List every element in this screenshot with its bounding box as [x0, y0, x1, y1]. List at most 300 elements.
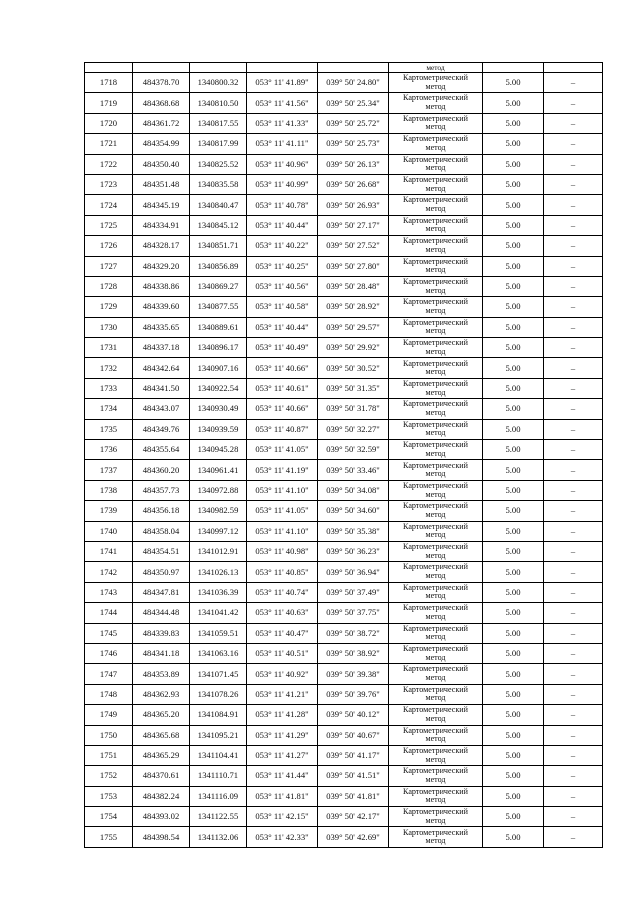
latitude-cell: 053° 11' 41.81"	[247, 786, 318, 806]
table-row	[85, 705, 603, 725]
method-line-1: Картометрический	[403, 521, 468, 531]
table-row	[85, 643, 603, 663]
accuracy-cell: 5.00	[483, 541, 544, 561]
accuracy-cell: 5.00	[483, 276, 544, 296]
method-line-1: Картометрический	[403, 256, 468, 266]
point-number-cell: 1751	[85, 745, 133, 765]
method-cell	[389, 338, 483, 358]
note-cell: –	[544, 195, 603, 215]
method-line-2: метод	[425, 142, 446, 152]
method-line-1: Картометрический	[403, 154, 468, 164]
table-row	[85, 725, 603, 745]
method-line-1: Картометрический	[403, 786, 468, 796]
method-line-2: метод	[425, 693, 446, 703]
method-line-2: метод	[425, 305, 446, 315]
note-cell: –	[544, 297, 603, 317]
method-line-1: Картометрический	[403, 480, 468, 490]
y-coordinate-cell: 1341122.55	[190, 807, 247, 827]
note-cell: –	[544, 236, 603, 256]
table-row-continued	[85, 63, 603, 73]
method-line-2: метод	[425, 509, 446, 519]
point-number-cell: 1742	[85, 562, 133, 582]
x-coordinate-cell: 484393.02	[133, 807, 190, 827]
longitude-cell: 039° 50' 36.23"	[318, 541, 389, 561]
method-line-2: метод	[425, 815, 446, 825]
y-coordinate-cell: 1341071.45	[190, 664, 247, 684]
note-cell: –	[544, 745, 603, 765]
method-line-1: Картометрический	[403, 277, 468, 286]
x-coordinate-cell: 484342.64	[133, 358, 190, 378]
point-number-cell: 1733	[85, 378, 133, 398]
note-cell: –	[544, 827, 603, 847]
table-row	[85, 399, 603, 419]
longitude-cell: 039° 50' 38.92"	[318, 643, 389, 663]
x-coordinate-cell: 484382.24	[133, 786, 190, 806]
longitude-cell: 039° 50' 30.52"	[318, 358, 389, 378]
point-number-cell: 1720	[85, 113, 133, 133]
table-row	[85, 603, 603, 623]
method-line-2: метод	[425, 713, 446, 723]
latitude-cell: 053° 11' 41.56"	[247, 93, 318, 113]
y-coordinate-cell: 1341026.13	[190, 562, 247, 582]
longitude-cell: 039° 50' 27.80"	[318, 256, 389, 276]
latitude-cell: 053° 11' 40.47"	[247, 623, 318, 643]
method-line-1: Картометрический	[403, 338, 468, 348]
accuracy-cell: 5.00	[483, 256, 544, 276]
accuracy-cell: 5.00	[483, 154, 544, 174]
method-line-2: метод	[425, 224, 446, 234]
table-row	[85, 276, 603, 296]
method-line-1: Картометрический	[403, 419, 468, 429]
table-row	[85, 684, 603, 704]
point-number-cell: 1727	[85, 256, 133, 276]
point-number-cell: 1749	[85, 705, 133, 725]
note-cell: –	[544, 317, 603, 337]
point-number-cell: 1721	[85, 134, 133, 154]
method-line-1: Картометрический	[403, 684, 468, 694]
table-body	[85, 63, 603, 848]
x-coordinate-cell: 484334.91	[133, 215, 190, 235]
longitude-cell: 039° 50' 37.49"	[318, 582, 389, 602]
y-coordinate-cell: 1340939.59	[190, 419, 247, 439]
table-row	[85, 174, 603, 194]
longitude-cell: 039° 50' 28.48"	[318, 276, 389, 296]
y-coordinate-cell: 1340930.49	[190, 399, 247, 419]
x-coordinate-cell: 484355.64	[133, 440, 190, 460]
latitude-cell: 053° 11' 40.63"	[247, 603, 318, 623]
method-cell	[389, 195, 483, 215]
point-number-cell: 1746	[85, 643, 133, 663]
note-cell: –	[544, 766, 603, 786]
method-cell	[389, 745, 483, 765]
longitude-cell: 039° 50' 41.51"	[318, 766, 389, 786]
note-cell: –	[544, 521, 603, 541]
latitude-cell: 053° 11' 41.11"	[247, 134, 318, 154]
method-cell	[389, 236, 483, 256]
accuracy-cell: 5.00	[483, 786, 544, 806]
x-coordinate-cell: 484370.61	[133, 766, 190, 786]
note-cell: –	[544, 501, 603, 521]
table-row	[85, 256, 603, 276]
point-number-cell: 1753	[85, 786, 133, 806]
method-line-1: Картометрический	[403, 725, 468, 735]
note-cell: –	[544, 419, 603, 439]
latitude-cell: 053° 11' 40.49"	[247, 338, 318, 358]
x-coordinate-cell: 484335.65	[133, 317, 190, 337]
table-row	[85, 460, 603, 480]
y-coordinate-cell: 1341012.91	[190, 541, 247, 561]
method-line-1: Картометрический	[403, 582, 468, 592]
longitude-cell: 039° 50' 24.80"	[318, 73, 389, 93]
latitude-cell: 053° 11' 40.96"	[247, 154, 318, 174]
point-number-cell: 1741	[85, 541, 133, 561]
note-cell: –	[544, 725, 603, 745]
x-coordinate-cell: 484354.51	[133, 541, 190, 561]
point-number-cell: 1729	[85, 297, 133, 317]
y-coordinate-cell: 1340835.58	[190, 174, 247, 194]
table-row	[85, 521, 603, 541]
longitude-cell: 039° 50' 38.72"	[318, 623, 389, 643]
accuracy-cell: 5.00	[483, 93, 544, 113]
y-coordinate-cell: 1340877.55	[190, 297, 247, 317]
x-coordinate-cell: 484361.72	[133, 113, 190, 133]
table-cell	[133, 63, 190, 73]
method-cell	[389, 399, 483, 419]
accuracy-cell: 5.00	[483, 195, 544, 215]
y-coordinate-cell: 1341063.16	[190, 643, 247, 663]
method-line-1: Картометрический	[403, 501, 468, 511]
accuracy-cell: 5.00	[483, 113, 544, 133]
latitude-cell: 053° 11' 40.44"	[247, 215, 318, 235]
note-cell: –	[544, 440, 603, 460]
note-cell: –	[544, 623, 603, 643]
method-cell	[389, 215, 483, 235]
accuracy-cell: 5.00	[483, 562, 544, 582]
note-cell: –	[544, 276, 603, 296]
method-cell	[389, 562, 483, 582]
method-line-2: метод	[425, 204, 446, 214]
method-line-2: метод	[425, 428, 446, 438]
method-cell	[389, 480, 483, 500]
table-cell	[318, 63, 389, 73]
note-cell: –	[544, 786, 603, 806]
method-line-2: метод	[425, 652, 446, 662]
longitude-cell: 039° 50' 32.27"	[318, 419, 389, 439]
x-coordinate-cell: 484341.50	[133, 378, 190, 398]
accuracy-cell: 5.00	[483, 236, 544, 256]
y-coordinate-cell: 1340945.28	[190, 440, 247, 460]
point-number-cell: 1722	[85, 154, 133, 174]
note-cell: –	[544, 582, 603, 602]
y-coordinate-cell: 1341084.91	[190, 705, 247, 725]
point-number-cell: 1754	[85, 807, 133, 827]
longitude-cell: 039° 50' 40.67"	[318, 725, 389, 745]
method-line-2: метод	[425, 346, 446, 356]
table-row	[85, 93, 603, 113]
latitude-cell: 053° 11' 41.89"	[247, 73, 318, 93]
y-coordinate-cell: 1341095.21	[190, 725, 247, 745]
method-cell	[389, 93, 483, 113]
note-cell: –	[544, 684, 603, 704]
point-number-cell: 1743	[85, 582, 133, 602]
point-number-cell: 1744	[85, 603, 133, 623]
latitude-cell: 053° 11' 40.92"	[247, 664, 318, 684]
method-line-2: метод	[425, 611, 446, 621]
method-line-1: Картометрический	[403, 236, 468, 246]
table-row	[85, 154, 603, 174]
accuracy-cell: 5.00	[483, 317, 544, 337]
point-number-cell: 1719	[85, 93, 133, 113]
x-coordinate-cell: 484344.48	[133, 603, 190, 623]
method-line-2: метод	[425, 102, 446, 112]
note-cell: –	[544, 378, 603, 398]
latitude-cell: 053° 11' 40.85"	[247, 562, 318, 582]
y-coordinate-cell: 1340845.12	[190, 215, 247, 235]
coordinates-table	[84, 62, 603, 848]
accuracy-cell: 5.00	[483, 399, 544, 419]
point-number-cell: 1748	[85, 684, 133, 704]
method-cell	[389, 297, 483, 317]
longitude-cell: 039° 50' 26.93"	[318, 195, 389, 215]
method-line-2: метод	[425, 183, 446, 193]
method-cell	[389, 358, 483, 378]
method-cell	[389, 317, 483, 337]
method-line-1: Картометрический	[403, 542, 468, 552]
longitude-cell: 039° 50' 34.60"	[318, 501, 389, 521]
point-number-cell: 1739	[85, 501, 133, 521]
method-line-2: метод	[425, 469, 446, 479]
table-row	[85, 766, 603, 786]
method-line-2: метод	[425, 81, 446, 91]
longitude-cell: 039° 50' 27.17"	[318, 215, 389, 235]
longitude-cell: 039° 50' 31.35"	[318, 378, 389, 398]
y-coordinate-cell: 1340817.55	[190, 113, 247, 133]
accuracy-cell: 5.00	[483, 521, 544, 541]
y-coordinate-cell: 1340961.41	[190, 460, 247, 480]
x-coordinate-cell: 484357.73	[133, 480, 190, 500]
accuracy-cell: 5.00	[483, 623, 544, 643]
x-coordinate-cell: 484353.89	[133, 664, 190, 684]
x-coordinate-cell: 484351.48	[133, 174, 190, 194]
note-cell: –	[544, 480, 603, 500]
method-line-1: Картометрический	[403, 827, 468, 837]
point-number-cell: 1752	[85, 766, 133, 786]
x-coordinate-cell: 484365.68	[133, 725, 190, 745]
table-row	[85, 480, 603, 500]
x-coordinate-cell: 484341.18	[133, 643, 190, 663]
method-cell: метод	[389, 63, 483, 73]
latitude-cell: 053° 11' 41.44"	[247, 766, 318, 786]
table-row	[85, 419, 603, 439]
accuracy-cell: 5.00	[483, 766, 544, 786]
note-cell: –	[544, 154, 603, 174]
y-coordinate-cell: 1340840.47	[190, 195, 247, 215]
longitude-cell: 039° 50' 41.17"	[318, 745, 389, 765]
point-number-cell: 1750	[85, 725, 133, 745]
point-number-cell: 1737	[85, 460, 133, 480]
table-row	[85, 582, 603, 602]
latitude-cell: 053° 11' 41.27"	[247, 745, 318, 765]
point-number-cell: 1724	[85, 195, 133, 215]
accuracy-cell: 5.00	[483, 643, 544, 663]
method-cell	[389, 786, 483, 806]
method-line-1: Картометрический	[403, 766, 468, 776]
method-line-1: Картометрический	[403, 399, 468, 409]
method-cell	[389, 73, 483, 93]
x-coordinate-cell: 484362.93	[133, 684, 190, 704]
x-coordinate-cell: 484328.17	[133, 236, 190, 256]
table-row	[85, 297, 603, 317]
method-cell	[389, 440, 483, 460]
accuracy-cell: 5.00	[483, 582, 544, 602]
longitude-cell: 039° 50' 39.38"	[318, 664, 389, 684]
table-cell	[190, 63, 247, 73]
method-line-2: метод	[425, 326, 446, 336]
x-coordinate-cell: 484343.07	[133, 399, 190, 419]
latitude-cell: 053° 11' 40.58"	[247, 297, 318, 317]
point-number-cell: 1725	[85, 215, 133, 235]
method-cell	[389, 174, 483, 194]
table-cell	[544, 63, 603, 73]
longitude-cell: 039° 50' 31.78"	[318, 399, 389, 419]
method-cell	[389, 766, 483, 786]
y-coordinate-cell: 1340800.32	[190, 73, 247, 93]
table-row	[85, 236, 603, 256]
method-line-1: Картометрический	[403, 93, 468, 103]
latitude-cell: 053° 11' 41.29"	[247, 725, 318, 745]
method-line-2: метод	[425, 673, 446, 683]
method-cell	[389, 603, 483, 623]
x-coordinate-cell: 484345.19	[133, 195, 190, 215]
point-number-cell: 1745	[85, 623, 133, 643]
method-line-2: метод	[425, 571, 446, 581]
note-cell: –	[544, 399, 603, 419]
method-cell	[389, 684, 483, 704]
y-coordinate-cell: 1341110.71	[190, 766, 247, 786]
method-cell	[389, 378, 483, 398]
table-row	[85, 358, 603, 378]
accuracy-cell: 5.00	[483, 684, 544, 704]
method-line-1: Картометрический	[403, 195, 468, 205]
accuracy-cell: 5.00	[483, 174, 544, 194]
y-coordinate-cell: 1340982.59	[190, 501, 247, 521]
table-row	[85, 807, 603, 827]
method-line-2: метод	[425, 163, 446, 173]
point-number-cell: 1728	[85, 276, 133, 296]
y-coordinate-cell: 1340869.27	[190, 276, 247, 296]
table-row	[85, 827, 603, 847]
x-coordinate-cell: 484358.04	[133, 521, 190, 541]
y-coordinate-cell: 1340851.71	[190, 236, 247, 256]
note-cell: –	[544, 807, 603, 827]
latitude-cell: 053° 11' 41.21"	[247, 684, 318, 704]
point-number-cell: 1732	[85, 358, 133, 378]
x-coordinate-cell: 484339.60	[133, 297, 190, 317]
accuracy-cell: 5.00	[483, 725, 544, 745]
method-line-2: метод	[425, 550, 446, 560]
latitude-cell: 053° 11' 40.99"	[247, 174, 318, 194]
latitude-cell: 053° 11' 40.78"	[247, 195, 318, 215]
note-cell: –	[544, 134, 603, 154]
accuracy-cell: 5.00	[483, 338, 544, 358]
table-row	[85, 134, 603, 154]
latitude-cell: 053° 11' 41.05"	[247, 501, 318, 521]
latitude-cell: 053° 11' 41.10"	[247, 521, 318, 541]
x-coordinate-cell: 484360.20	[133, 460, 190, 480]
note-cell: –	[544, 460, 603, 480]
method-line-2: метод	[425, 489, 446, 499]
y-coordinate-cell: 1340997.12	[190, 521, 247, 541]
x-coordinate-cell: 484349.76	[133, 419, 190, 439]
method-line-2: метод	[425, 265, 446, 275]
y-coordinate-cell: 1341059.51	[190, 623, 247, 643]
method-line-1: Картометрический	[403, 134, 468, 144]
table-row	[85, 623, 603, 643]
accuracy-cell: 5.00	[483, 501, 544, 521]
x-coordinate-cell: 484347.81	[133, 582, 190, 602]
method-line-1: Картометрический	[403, 460, 468, 470]
method-line-2: метод	[425, 754, 446, 764]
method-line-1: Картометрический	[403, 562, 468, 572]
note-cell: –	[544, 562, 603, 582]
accuracy-cell: 5.00	[483, 378, 544, 398]
point-number-cell: 1755	[85, 827, 133, 847]
note-cell: –	[544, 338, 603, 358]
x-coordinate-cell: 484378.70	[133, 73, 190, 93]
accuracy-cell: 5.00	[483, 807, 544, 827]
point-number-cell: 1730	[85, 317, 133, 337]
point-number-cell: 1731	[85, 338, 133, 358]
longitude-cell: 039° 50' 29.57"	[318, 317, 389, 337]
accuracy-cell: 5.00	[483, 827, 544, 847]
method-cell	[389, 643, 483, 663]
table-row	[85, 440, 603, 460]
method-cell	[389, 256, 483, 276]
method-line-2: метод	[425, 795, 446, 805]
longitude-cell: 039° 50' 34.08"	[318, 480, 389, 500]
method-line-1: Картометрический	[403, 644, 468, 654]
x-coordinate-cell: 484368.68	[133, 93, 190, 113]
longitude-cell: 039° 50' 42.69"	[318, 827, 389, 847]
note-cell: –	[544, 705, 603, 725]
accuracy-cell: 5.00	[483, 440, 544, 460]
y-coordinate-cell: 1340972.88	[190, 480, 247, 500]
note-cell: –	[544, 113, 603, 133]
method-line-1: Картометрический	[403, 623, 468, 633]
method-cell	[389, 541, 483, 561]
latitude-cell: 053° 11' 40.98"	[247, 541, 318, 561]
longitude-cell: 039° 50' 25.73"	[318, 134, 389, 154]
note-cell: –	[544, 215, 603, 235]
method-cell	[389, 276, 483, 296]
accuracy-cell: 5.00	[483, 460, 544, 480]
method-line-2: метод	[425, 387, 446, 397]
point-number-cell: 1738	[85, 480, 133, 500]
table-row	[85, 501, 603, 521]
y-coordinate-cell: 1340856.89	[190, 256, 247, 276]
longitude-cell: 039° 50' 29.92"	[318, 338, 389, 358]
table-row	[85, 113, 603, 133]
y-coordinate-cell: 1340825.52	[190, 154, 247, 174]
x-coordinate-cell: 484329.20	[133, 256, 190, 276]
x-coordinate-cell: 484354.99	[133, 134, 190, 154]
latitude-cell: 053° 11' 40.61"	[247, 378, 318, 398]
latitude-cell: 053° 11' 41.05"	[247, 440, 318, 460]
x-coordinate-cell: 484338.86	[133, 276, 190, 296]
accuracy-cell: 5.00	[483, 134, 544, 154]
longitude-cell: 039° 50' 35.38"	[318, 521, 389, 541]
y-coordinate-cell: 1340889.61	[190, 317, 247, 337]
